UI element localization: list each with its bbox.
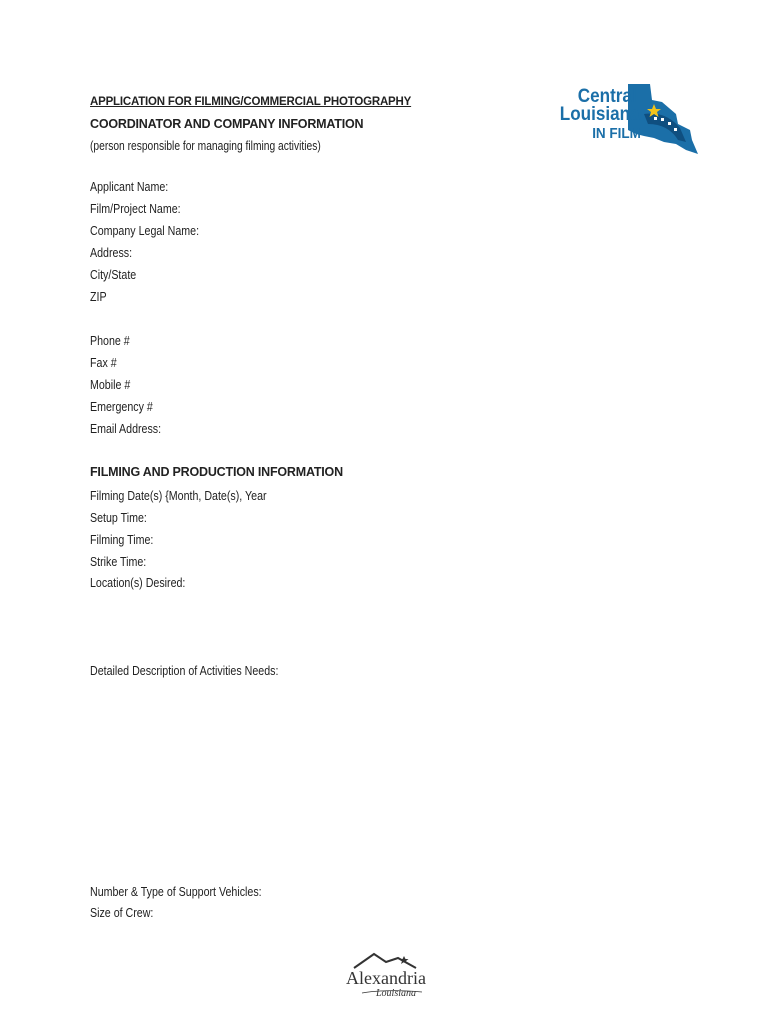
field-company-legal-name: Company Legal Name:	[90, 223, 200, 238]
field-filming-dates: Filming Date(s) {Month, Date(s), Year	[90, 488, 267, 503]
field-applicant-name: Applicant Name:	[90, 179, 169, 194]
coordinator-heading: COORDINATOR AND COMPANY INFORMATION	[90, 117, 364, 131]
field-fax: Fax #	[90, 355, 117, 370]
field-crew-size: Size of Crew:	[90, 905, 154, 920]
field-address: Address:	[90, 245, 133, 260]
field-support-vehicles: Number & Type of Support Vehicles:	[90, 884, 262, 899]
field-city-state: City/State	[90, 267, 137, 282]
field-mobile: Mobile #	[90, 377, 131, 392]
roof-mark-icon	[354, 954, 416, 968]
field-phone: Phone #	[90, 333, 130, 348]
field-activity-description: Detailed Description of Activities Needs:	[90, 663, 279, 678]
louisiana-script: Louisiana	[376, 988, 417, 999]
field-email: Email Address:	[90, 421, 162, 436]
alexandria-wordmark: Alexandria	[346, 968, 426, 988]
logo-line-louisiana: Louisiana	[559, 103, 640, 125]
field-locations: Location(s) Desired:	[90, 575, 186, 590]
field-filming-time: Filming Time:	[90, 532, 154, 547]
page-title: APPLICATION FOR FILMING/COMMERCIAL PHOTOGRAPHY	[90, 96, 412, 108]
field-project-name: Film/Project Name:	[90, 201, 181, 216]
field-zip: ZIP	[90, 289, 107, 304]
field-emergency: Emergency #	[90, 399, 153, 414]
central-louisiana-in-film-logo	[558, 80, 700, 160]
alexandria-louisiana-logo	[340, 950, 430, 1000]
coordinator-note: (person responsible for managing filming activities)	[90, 139, 321, 153]
field-strike-time: Strike Time:	[90, 554, 147, 569]
logo-line-central: Central	[577, 85, 637, 107]
logo-line-in-film: IN FILM	[592, 125, 641, 143]
production-heading: FILMING AND PRODUCTION INFORMATION	[90, 465, 343, 479]
field-setup-time: Setup Time:	[90, 510, 147, 525]
